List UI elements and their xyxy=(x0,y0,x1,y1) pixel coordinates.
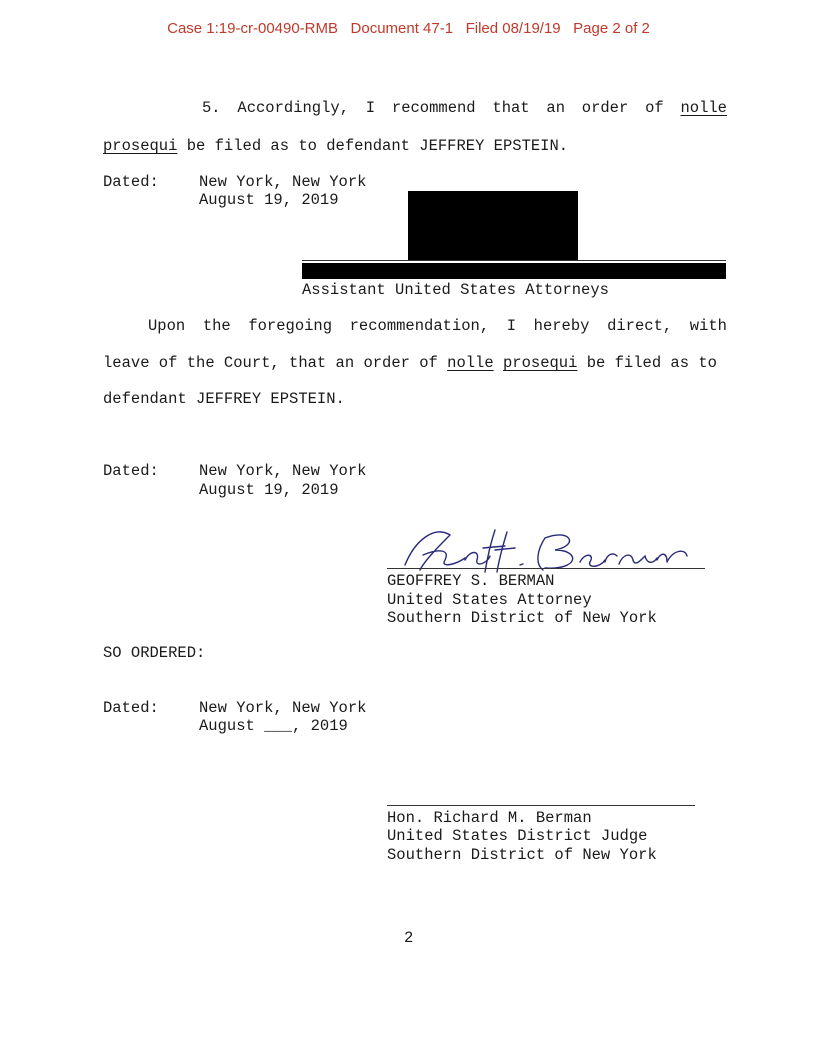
word: nolle xyxy=(680,99,727,117)
redaction-block-signature xyxy=(408,191,578,261)
judge-name: Hon. Richard M. Berman xyxy=(387,809,592,827)
dated-label-2: Dated: xyxy=(103,462,159,480)
dated-label-1: Dated: xyxy=(103,173,159,191)
order-para-line3: defendant JEFFREY EPSTEIN. xyxy=(103,390,345,408)
word: that xyxy=(492,99,530,117)
signature-line-judge xyxy=(387,805,695,806)
us-attorney-district: Southern District of New York xyxy=(387,609,657,627)
signature-line-us-attorney xyxy=(387,568,705,569)
word: hereby xyxy=(533,317,590,335)
word: the xyxy=(202,317,231,335)
word: with xyxy=(689,317,727,335)
word: recommendation, xyxy=(349,317,490,335)
judge-district: Southern District of New York xyxy=(387,846,657,864)
para5-line2: prosequi be filed as to defendant JEFFREY EPSTEIN. xyxy=(103,137,569,155)
word: Accordingly, xyxy=(237,99,350,117)
dated-place-2: New York, New York xyxy=(199,462,367,480)
judge-title: United States District Judge xyxy=(387,827,648,845)
word: 5. xyxy=(202,99,221,117)
word: direct, xyxy=(607,317,673,335)
ausa-title: Assistant United States Attorneys xyxy=(302,281,609,299)
word: Upon xyxy=(148,317,186,335)
order-para-line1 xyxy=(148,316,727,336)
us-attorney-title: United States Attorney xyxy=(387,591,592,609)
para5-line1 xyxy=(202,98,727,118)
word: I xyxy=(506,317,517,335)
word: recommend xyxy=(391,99,476,117)
word: I xyxy=(365,99,376,117)
dated-place-3: New York, New York xyxy=(199,699,367,717)
prosequi-term-2: prosequi xyxy=(502,354,578,372)
dated-date-2: August 19, 2019 xyxy=(199,481,339,499)
dated-date-3: August ___, 2019 xyxy=(199,717,348,735)
nolle-term: nolle xyxy=(447,354,494,372)
case-header: Case 1:19-cr-00490-RMB Document 47-1 Filed 08/19/19 Page 2 of 2 xyxy=(167,20,650,37)
word: foregoing xyxy=(248,317,333,335)
signature-line-ausa xyxy=(302,260,726,261)
dated-place-1: New York, New York xyxy=(199,173,367,191)
page-number: 2 xyxy=(404,929,414,947)
so-ordered-label: SO ORDERED: xyxy=(103,644,206,662)
word: of xyxy=(645,99,664,117)
word: an xyxy=(546,99,565,117)
redaction-bar-names xyxy=(302,263,726,279)
dated-label-3: Dated: xyxy=(103,699,159,717)
dated-date-1: August 19, 2019 xyxy=(199,191,339,209)
us-attorney-name: GEOFFREY S. BERMAN xyxy=(387,572,555,590)
order-para-line2: leave of the Court, that an order of nolle prosequi be filed as to xyxy=(103,354,717,372)
prosequi-term: prosequi xyxy=(103,137,178,155)
word: order xyxy=(581,99,629,117)
